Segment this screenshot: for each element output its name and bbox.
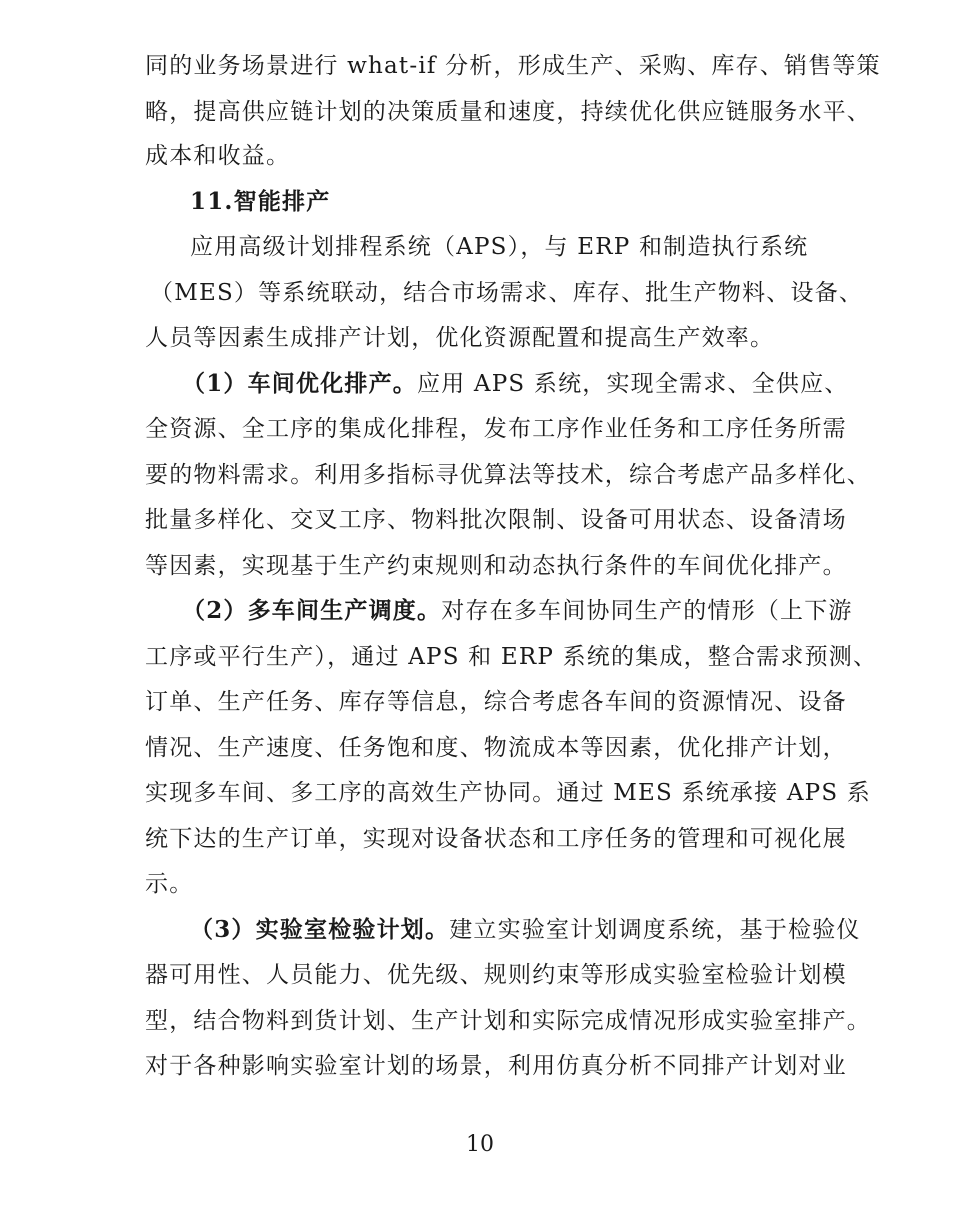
page-number: 10 [466,1132,494,1157]
body-line-18: 统下达的生产订单，实现对设备状态和工序任务的管理和可视化展 [145,826,847,852]
subsection-2-line [182,595,862,627]
subsection-1-title: （1）车间优化排产。 [182,370,418,397]
body-line-7: 人员等因素生成排产计划，优化资源配置和提高生产效率。 [145,325,775,351]
body-line-3: 成本和收益。 [145,143,291,169]
body-line-6: （MES）等系统联动，结合市场需求、库存、批生产物料、设备、 [150,280,864,306]
section-heading: 11.智能排产 [190,188,331,215]
subsection-2-title: （2）多车间生产调度。 [182,597,442,624]
body-line-19: 示。 [145,871,194,897]
body-line-12: 等因素，实现基于生产约束规则和动态执行条件的车间优化排产。 [145,553,847,579]
subsection-2-text: 对存在多车间协同生产的情形（上下游 [441,598,853,624]
body-line-21: 器可用性、人员能力、优先级、规则约束等形成实验室检验计划模 [145,962,847,988]
subsection-3-text: 建立实验室计划调度系统，基于检验仪 [449,917,861,943]
body-line-16: 情况、生产速度、任务饱和度、物流成本等因素，优化排产计划， [145,735,847,761]
subsection-1-line [182,368,862,400]
body-line-11: 批量多样化、交叉工序、物料批次限制、设备可用状态、设备清场 [145,507,847,533]
body-line-2: 略，提高供应链计划的决策质量和速度，持续优化供应链服务水平、 [145,99,871,125]
body-line-22: 型，结合物料到货计划、生产计划和实际完成情况形成实验室排产。 [145,1008,871,1034]
subsection-3-title: （3）实验室检验计划。 [190,916,450,943]
body-line-15: 订单、生产任务、库存等信息，综合考虑各车间的资源情况、设备 [145,689,847,715]
body-line-23: 对于各种影响实验室计划的场景，利用仿真分析不同排产计划对业 [145,1053,847,1079]
subsection-3-line [190,914,870,946]
subsection-1-text: 应用 APS 系统，实现全需求、全供应、 [417,371,849,397]
body-line-5: 应用高级计划排程系统（APS），与 ERP 和制造执行系统 [190,234,809,260]
body-line-1: 同的业务场景进行 what-if 分析，形成生产、采购、库存、销售等策 [145,53,881,79]
body-line-14: 工序或平行生产），通过 APS 和 ERP 系统的集成，整合需求预测、 [145,644,878,670]
body-line-9: 全资源、全工序的集成化排程，发布工序作业任务和工序任务所需 [145,416,847,442]
body-line-10: 要的物料需求。利用多指标寻优算法等技术，综合考虑产品多样化、 [145,462,871,488]
body-line-17: 实现多车间、多工序的高效生产协同。通过 MES 系统承接 APS 系 [145,780,871,806]
